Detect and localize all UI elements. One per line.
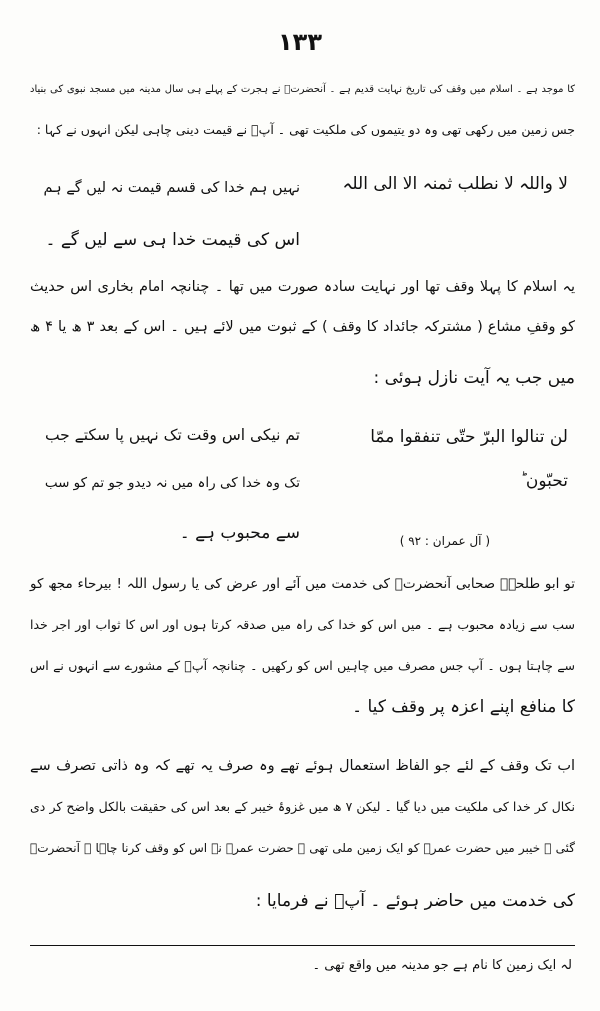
text-line: میں جب یہ آیت نازل ہوئی : xyxy=(373,368,575,388)
quote-translation: نہیں ہم خدا کی قسم قیمت نہ لیں گے ہم xyxy=(43,180,300,196)
text-line: سب سے زیادہ محبوب ہے ۔ میں اس کو خدا کی راہ میں صدقہ کرتا ہوں اور اس کا ثواب اور اجر خدا xyxy=(30,617,575,632)
quran-verse: تحبّون ؕ xyxy=(520,471,568,491)
arabic-quote: لا واللہ لا نطلب ثمنہ الا الی اللہ xyxy=(342,174,568,194)
text-line: تو ابو طلحہؓ صحابی آنحضرتؐ کی خدمت میں آئے اور عرض کی یا رسول اللہ ! بیرحاء مجھ کو xyxy=(30,576,575,592)
text-line: سے چاہتا ہوں ۔ آپ جس مصرف میں چاہیں اس کو رکھیں ۔ چنانچہ آپؐ کے مشورے سے انہوں نے اس xyxy=(30,658,575,673)
text-line: یہ اسلام کا پہلا وقف تھا اور نہایت سادہ صورت میں تھا ۔ چنانچہ امام بخاری اس حدیث xyxy=(30,279,575,295)
text-line: اب تک وقف کے لئے جو الفاظ استعمال ہوئے تھے وہ صرف یہ تھے کہ وہ ذاتی تصرف سے xyxy=(30,758,575,774)
text-line: جس زمین میں رکھی تھی وہ دو یتیموں کی ملکیت تھی ۔ آپؐ نے قیمت دینی چاہی لیکن انہوں نے کہا : xyxy=(36,122,575,137)
text-line: کو وقفِ مشاع ( مشترکہ جائداد کا وقف ) کے ثبوت میں لائے ہیں ۔ اس کے بعد ۳ ھ یا ۴ ھ xyxy=(30,319,575,335)
verse-translation: تم نیکی اس وقت تک نہیں پا سکتے جب xyxy=(44,426,300,444)
footnote-divider xyxy=(30,945,575,946)
page-number: ۱۳۳ xyxy=(278,28,322,56)
text-line: نکال کر خدا کی ملکیت میں دیا گیا ۔ لیکن ۷ ھ میں غزوۂ خیبر کے بعد اس کی حقیقت بالکل واضح کر دی xyxy=(30,799,575,814)
verse-reference: ( آل عمران : ۹۲ ) xyxy=(399,534,490,548)
quote-translation: اس کی قیمت خدا ہی سے لیں گے ۔ xyxy=(45,230,300,250)
text-line: کا منافع اپنے اعزہ پر وقف کیا ۔ xyxy=(352,697,575,717)
verse-translation: تک وہ خدا کی راہ میں نہ دیدو جو تم کو سب xyxy=(44,475,300,491)
quran-verse: لن تنالوا البرّ حتّی تنفقوا ممّا xyxy=(370,427,568,447)
text-line: کا موجد ہے ۔ اسلام میں وقف کی تاریخ نہایت قدیم ہے ۔ آنحضرتؐ نے ہجرت کے پہلے ہی سال مدینہ میں مسجد نبوی کی بنیاد xyxy=(30,84,575,95)
verse-translation: سے محبوب ہے ۔ xyxy=(179,523,300,543)
text-line: کی خدمت میں حاضر ہوئے ۔ آپؐ نے فرمایا : xyxy=(255,891,575,911)
footnote: لہ ایک زمین کا نام ہے جو مدینہ میں واقع تھی ۔ xyxy=(312,958,572,973)
text-line: گئی ۔ خیبر میں حضرت عمرؓ کو ایک زمین ملی تھی ۔ حضرت عمرؓ نے اس کو وقف کرنا چاہا ۔ آنحضرتؐ xyxy=(30,841,575,855)
